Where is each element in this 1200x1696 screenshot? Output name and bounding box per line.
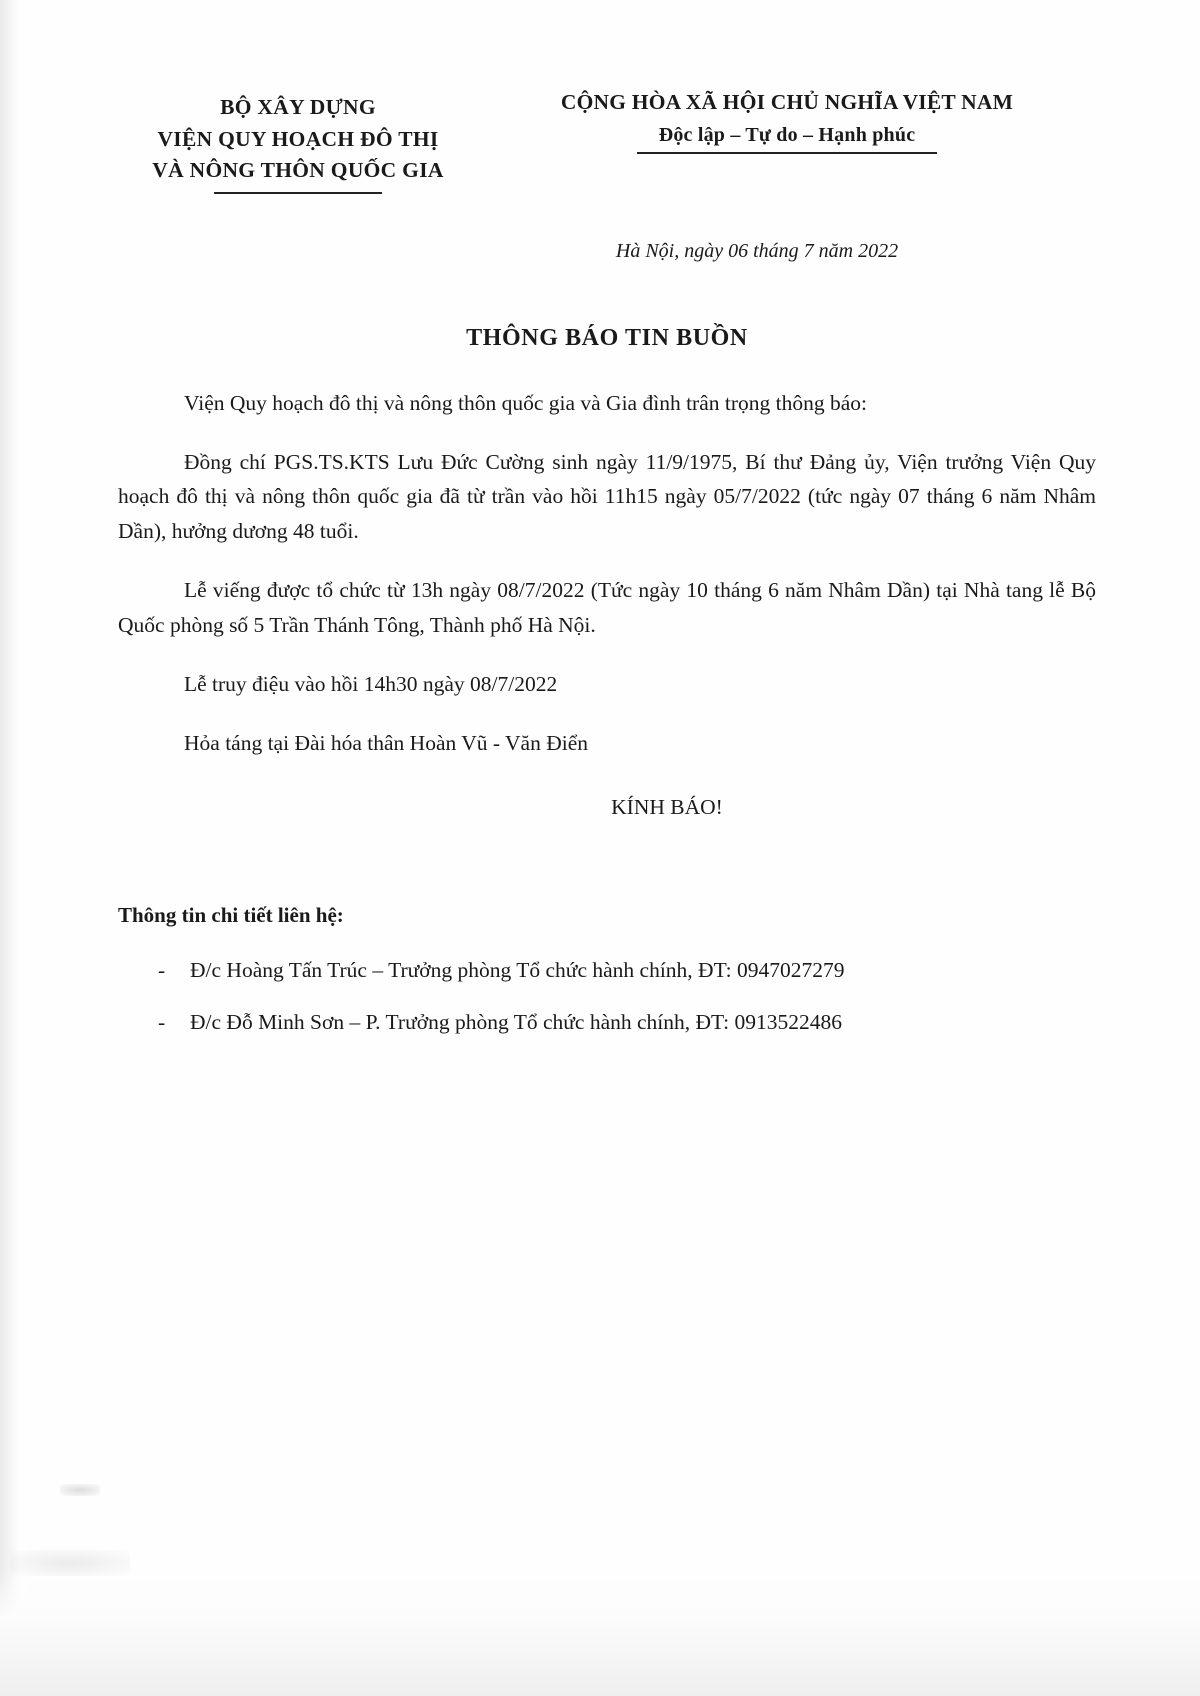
- bullet-dash: -: [158, 1009, 166, 1034]
- contact-person-2: Đ/c Đỗ Minh Sơn – P. Trưởng phòng Tổ chức hành chính, ĐT: 0913522486: [190, 1009, 842, 1034]
- list-item: [118, 954, 1096, 987]
- paragraph-visitation: Lễ viếng được tổ chức từ 13h ngày 08/7/2022 (Tức ngày 10 tháng 6 năm Nhâm Dần) tại Nhà tang lễ Bộ Quốc phòng số 5 Trần Thánh Tông, Thành phố Hà Nội.: [118, 578, 1096, 637]
- scan-smudge-secondary: [10, 1550, 130, 1576]
- national-motto: Độc lập – Tự do – Hạnh phúc: [658, 124, 916, 146]
- contact-person-1: Đ/c Hoàng Tấn Trúc – Trưởng phòng Tổ chức hành chính, ĐT: 0947027279: [190, 958, 845, 983]
- page-title: THÔNG BÁO TIN BUỒN: [466, 324, 748, 351]
- scan-bottom-shading: [0, 1566, 1200, 1696]
- motto-underline-rule: [637, 152, 937, 154]
- org-line-1: BỘ XÂY DỰNG: [220, 95, 376, 119]
- national-heading: [478, 86, 1096, 154]
- paragraph-deceased-info: Đồng chí PGS.TS.KTS Lưu Đức Cường sinh ngày 11/9/1975, Bí thư Đảng ủy, Viện trưởng Viện Quy hoạch đô thị và nông thôn quốc gia đã từ trần vào hồi 11h15 ngày 05/7/2022 (tức ngày 07 tháng 6 năm Nhâm Dần), hưởng dương 48 tuổi.: [118, 449, 1096, 544]
- contact-section-heading: Thông tin chi tiết liên hệ:: [118, 903, 344, 928]
- paragraph-memorial-service: Lễ truy điệu vào hồi 14h30 ngày 08/7/2022: [184, 671, 558, 696]
- paragraph-cremation: Hỏa táng tại Đài hóa thân Hoàn Vũ - Văn Điển: [184, 730, 589, 755]
- org-underline-rule: [214, 192, 382, 194]
- document-header: [118, 86, 1096, 194]
- scan-smudge: [60, 1484, 100, 1496]
- contact-list: [118, 954, 1096, 1039]
- list-item: [118, 1006, 1096, 1039]
- issuing-organization: [118, 86, 478, 194]
- closing-salutation: KÍNH BÁO!: [611, 795, 723, 820]
- org-line-3: VÀ NÔNG THÔN QUỐC GIA: [152, 158, 444, 183]
- country-name: CỘNG HÒA XÃ HỘI CHỦ NGHĨA VIỆT NAM: [560, 90, 1014, 114]
- org-line-2: VIỆN QUY HOẠCH ĐÔ THỊ: [157, 126, 439, 151]
- bullet-dash: -: [158, 958, 166, 983]
- paragraph-announcement: Viện Quy hoạch đô thị và nông thôn quốc gia và Gia đình trân trọng thông báo:: [184, 390, 867, 415]
- place-and-date: Hà Nội, ngày 06 tháng 7 năm 2022: [615, 239, 899, 262]
- document-body: [118, 386, 1096, 825]
